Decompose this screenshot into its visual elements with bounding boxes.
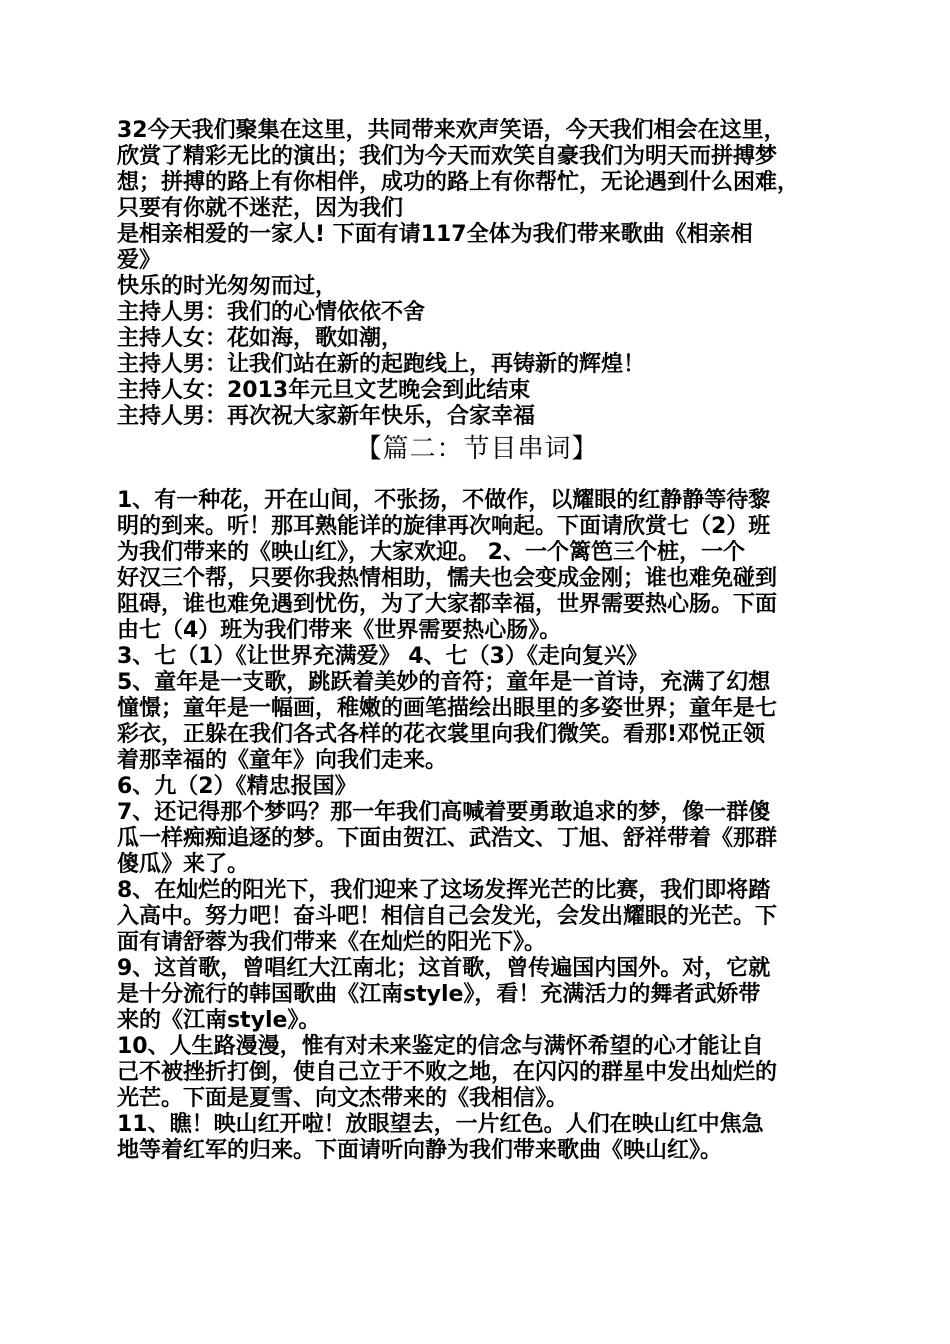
text-line: 好汉三个帮，只要你我热情相助，懦夫也会变成金刚；谁也难免碰到 xyxy=(117,566,778,591)
text-line: 瓜一样痴痴追逐的梦。下面由贺江、武浩文、丁旭、舒祥带着《那群 xyxy=(117,826,778,851)
text-line: 是相亲相爱的一家人! 下面有请117全体为我们带来歌曲《相亲相 xyxy=(117,222,753,247)
text-line: 8、在灿烂的阳光下，我们迎来了这场发挥光芒的比赛，我们即将踏 xyxy=(117,878,771,903)
text-line: 32今天我们聚集在这里，共同带来欢声笑语，今天我们相会在这里， xyxy=(117,118,786,143)
host-line: 主持人男：再次祝大家新年快乐，合家幸福 xyxy=(117,404,536,429)
text-line: 由七（4）班为我们带来《世界需要热心肠》。 xyxy=(117,618,562,643)
text-line: 己不被挫折打倒，使自己立于不败之地，在闪闪的群星中发出灿烂的 xyxy=(117,1060,778,1085)
text-line: 入高中。努力吧！奋斗吧！相信自己会发光，会发出耀眼的光芒。下 xyxy=(117,904,778,929)
text-line: 为我们带来的《映山红》，大家欢迎。 2、一个篱笆三个桩，一个 xyxy=(117,540,745,565)
text-line: 5、童年是一支歌，跳跃着美妙的音符；童年是一首诗，充满了幻想 xyxy=(117,670,771,695)
text-line: 1、有一种花，开在山间，不张扬，不做作，以耀眼的红静静等待黎 xyxy=(117,488,771,513)
text-line: 彩衣，正躲在我们各式各样的花衣裳里向我们微笑。看那!邓悦正领 xyxy=(117,722,766,747)
program-script-section xyxy=(117,488,837,1164)
text-line: 欣赏了精彩无比的演出；我们为今天而欢笑自豪我们为明天而拼搏梦 xyxy=(117,144,778,169)
text-line: 来的《江南style》。 xyxy=(117,1008,321,1033)
text-line: 只要有你就不迷茫，因为我们 xyxy=(117,196,404,221)
text-line: 3、七（1）《让世界充满爱》 4、七（3）《走向复兴》 xyxy=(117,644,648,669)
text-line: 快乐的时光匆匆而过， xyxy=(117,274,338,299)
text-line: 阻碍，谁也难免遇到忧伤，为了大家都幸福，世界需要热心肠。下面 xyxy=(117,592,778,617)
text-line: 7、还记得那个梦吗？那一年我们高喊着要勇敢追求的梦，像一群傻 xyxy=(117,800,771,825)
text-line: 着那幸福的《童年》向我们走来。 xyxy=(117,748,448,773)
text-line: 傻瓜》来了。 xyxy=(117,852,250,877)
text-line: 明的到来。听！那耳熟能详的旋律再次响起。下面请欣赏七（2）班 xyxy=(117,514,771,539)
closing-remarks-section xyxy=(117,118,837,430)
text-line: 10、人生路漫漫，惟有对未来鉴定的信念与满怀希望的心才能让自 xyxy=(117,1034,764,1059)
host-line: 主持人男：让我们站在新的起跑线上，再铸新的辉煌！ xyxy=(117,352,646,377)
text-line: 6、九（2）《精忠报国》 xyxy=(117,774,357,799)
section-heading: 【篇二：节目串词】 xyxy=(355,434,599,464)
text-line: 爱》 xyxy=(117,248,162,273)
text-line: 憧憬；童年是一幅画，稚嫩的画笔描绘出眼里的多姿世界；童年是七 xyxy=(117,696,778,721)
text-line: 光芒。下面是夏雪、向文杰带来的《我相信》。 xyxy=(117,1086,569,1111)
text-line: 想；拼搏的路上有你相伴，成功的路上有你帮忙，无论遇到什么困难， xyxy=(117,170,800,195)
document-page xyxy=(117,118,837,1164)
text-line: 9、这首歌，曾唱红大江南北；这首歌，曾传遍国内国外。对，它就 xyxy=(117,956,771,981)
text-line: 是十分流行的韩国歌曲《江南style》，看！充满活力的舞者武娇带 xyxy=(117,982,761,1007)
host-line: 主持人男：我们的心情依依不舍 xyxy=(117,300,426,325)
host-line: 主持人女：花如海，歌如潮， xyxy=(117,326,404,351)
text-line: 11、瞧！映山红开啦！放眼望去，一片红色。人们在映山红中焦急 xyxy=(117,1112,764,1137)
text-line: 面有请舒蓉为我们带来《在灿烂的阳光下》。 xyxy=(117,930,547,955)
text-line: 地等着红军的归来。下面请听向静为我们带来歌曲《映山红》。 xyxy=(117,1138,723,1163)
host-line: 主持人女：2013年元旦文艺晚会到此结束 xyxy=(117,378,531,403)
